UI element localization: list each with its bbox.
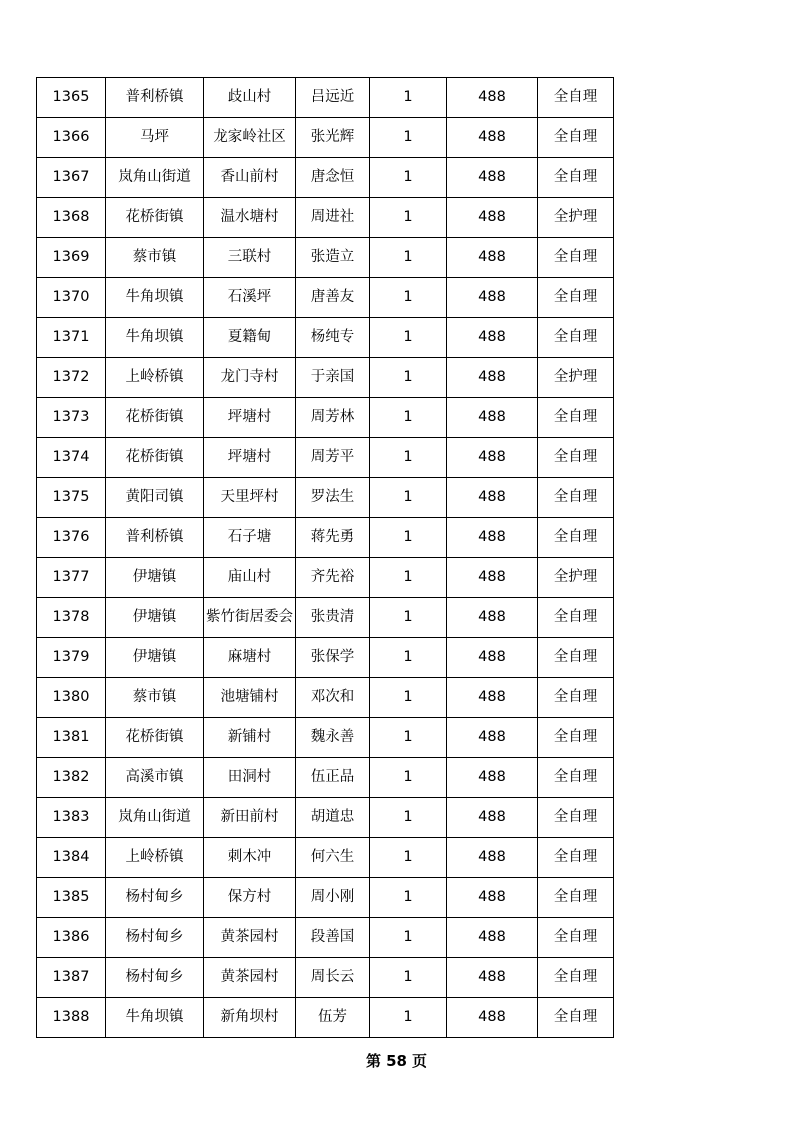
cell-name: 周芳林 [296, 398, 370, 438]
table-row [37, 398, 614, 438]
cell-village: 石子塘 [204, 518, 296, 558]
cell-village: 夏籍甸 [204, 318, 296, 358]
cell-village: 田洞村 [204, 758, 296, 798]
cell-amount: 488 [447, 878, 538, 918]
cell-amount: 488 [447, 798, 538, 838]
cell-town: 牛角坝镇 [106, 278, 204, 318]
cell-index: 1385 [37, 878, 106, 918]
cell-town: 马坪 [106, 118, 204, 158]
cell-village: 黄茶园村 [204, 918, 296, 958]
table-row [37, 598, 614, 638]
cell-name: 周长云 [296, 958, 370, 998]
table-row [37, 958, 614, 998]
cell-village: 香山前村 [204, 158, 296, 198]
cell-town: 牛角坝镇 [106, 318, 204, 358]
cell-amount: 488 [447, 998, 538, 1038]
table-row [37, 278, 614, 318]
cell-name: 伍正品 [296, 758, 370, 798]
cell-town: 蔡市镇 [106, 678, 204, 718]
cell-town: 岚角山街道 [106, 798, 204, 838]
cell-amount: 488 [447, 158, 538, 198]
page-footer [0, 1050, 793, 1071]
cell-town: 杨村甸乡 [106, 878, 204, 918]
cell-amount: 488 [447, 958, 538, 998]
cell-name: 唐念恒 [296, 158, 370, 198]
cell-village: 新角坝村 [204, 998, 296, 1038]
table-row [37, 238, 614, 278]
cell-count: 1 [370, 278, 447, 318]
cell-town: 蔡市镇 [106, 238, 204, 278]
cell-care-type: 全自理 [538, 398, 614, 438]
cell-care-type: 全自理 [538, 678, 614, 718]
cell-amount: 488 [447, 198, 538, 238]
cell-index: 1380 [37, 678, 106, 718]
cell-index: 1366 [37, 118, 106, 158]
cell-index: 1367 [37, 158, 106, 198]
cell-village: 龙家岭社区 [204, 118, 296, 158]
cell-village: 坪塘村 [204, 398, 296, 438]
cell-village: 坪塘村 [204, 438, 296, 478]
cell-town: 上岭桥镇 [106, 358, 204, 398]
cell-name: 周进社 [296, 198, 370, 238]
cell-name: 段善国 [296, 918, 370, 958]
table-row [37, 718, 614, 758]
cell-care-type: 全自理 [538, 638, 614, 678]
table-row [37, 678, 614, 718]
cell-index: 1386 [37, 918, 106, 958]
cell-amount: 488 [447, 638, 538, 678]
table-body [37, 78, 614, 1038]
cell-count: 1 [370, 478, 447, 518]
page-label-suffix: 页 [411, 1052, 427, 1070]
cell-village: 池塘铺村 [204, 678, 296, 718]
cell-count: 1 [370, 158, 447, 198]
cell-amount: 488 [447, 78, 538, 118]
cell-village: 三联村 [204, 238, 296, 278]
beneficiary-table-container [36, 77, 613, 1038]
table-row [37, 878, 614, 918]
cell-village: 新田前村 [204, 798, 296, 838]
beneficiary-table [36, 77, 614, 1038]
cell-village: 黄茶园村 [204, 958, 296, 998]
cell-care-type: 全自理 [538, 78, 614, 118]
cell-town: 花桥街镇 [106, 198, 204, 238]
cell-count: 1 [370, 718, 447, 758]
cell-index: 1373 [37, 398, 106, 438]
cell-amount: 488 [447, 678, 538, 718]
cell-village: 歧山村 [204, 78, 296, 118]
cell-village: 刺木冲 [204, 838, 296, 878]
cell-index: 1383 [37, 798, 106, 838]
cell-care-type: 全自理 [538, 518, 614, 558]
cell-amount: 488 [447, 398, 538, 438]
cell-amount: 488 [447, 278, 538, 318]
cell-name: 伍芳 [296, 998, 370, 1038]
cell-care-type: 全自理 [538, 918, 614, 958]
cell-count: 1 [370, 318, 447, 358]
cell-index: 1388 [37, 998, 106, 1038]
cell-index: 1377 [37, 558, 106, 598]
cell-town: 伊塘镇 [106, 558, 204, 598]
cell-count: 1 [370, 758, 447, 798]
cell-town: 牛角坝镇 [106, 998, 204, 1038]
cell-count: 1 [370, 78, 447, 118]
cell-index: 1368 [37, 198, 106, 238]
cell-name: 胡道忠 [296, 798, 370, 838]
cell-name: 邓次和 [296, 678, 370, 718]
cell-index: 1379 [37, 638, 106, 678]
cell-name: 杨纯专 [296, 318, 370, 358]
cell-count: 1 [370, 998, 447, 1038]
cell-amount: 488 [447, 478, 538, 518]
cell-count: 1 [370, 918, 447, 958]
cell-count: 1 [370, 958, 447, 998]
cell-care-type: 全护理 [538, 198, 614, 238]
cell-index: 1381 [37, 718, 106, 758]
cell-count: 1 [370, 238, 447, 278]
cell-count: 1 [370, 558, 447, 598]
cell-care-type: 全自理 [538, 478, 614, 518]
table-row [37, 158, 614, 198]
cell-amount: 488 [447, 318, 538, 358]
cell-town: 花桥街镇 [106, 398, 204, 438]
cell-name: 蒋先勇 [296, 518, 370, 558]
cell-care-type: 全自理 [538, 998, 614, 1038]
cell-town: 普利桥镇 [106, 78, 204, 118]
table-row [37, 918, 614, 958]
cell-town: 花桥街镇 [106, 438, 204, 478]
table-row [37, 638, 614, 678]
table-row [37, 438, 614, 478]
cell-name: 周芳平 [296, 438, 370, 478]
cell-town: 花桥街镇 [106, 718, 204, 758]
cell-index: 1370 [37, 278, 106, 318]
page-label-prefix: 第 [366, 1052, 382, 1070]
cell-village: 庙山村 [204, 558, 296, 598]
cell-index: 1371 [37, 318, 106, 358]
cell-care-type: 全自理 [538, 158, 614, 198]
table-row [37, 838, 614, 878]
cell-index: 1376 [37, 518, 106, 558]
cell-count: 1 [370, 598, 447, 638]
cell-town: 杨村甸乡 [106, 918, 204, 958]
cell-village: 温水塘村 [204, 198, 296, 238]
cell-village: 石溪坪 [204, 278, 296, 318]
cell-count: 1 [370, 838, 447, 878]
cell-index: 1372 [37, 358, 106, 398]
cell-amount: 488 [447, 558, 538, 598]
cell-amount: 488 [447, 718, 538, 758]
cell-amount: 488 [447, 918, 538, 958]
cell-care-type: 全自理 [538, 958, 614, 998]
table-row [37, 78, 614, 118]
cell-care-type: 全自理 [538, 118, 614, 158]
cell-village: 龙门寺村 [204, 358, 296, 398]
cell-index: 1382 [37, 758, 106, 798]
cell-town: 上岭桥镇 [106, 838, 204, 878]
cell-count: 1 [370, 678, 447, 718]
table-row [37, 798, 614, 838]
cell-name: 何六生 [296, 838, 370, 878]
cell-count: 1 [370, 518, 447, 558]
cell-town: 伊塘镇 [106, 638, 204, 678]
cell-care-type: 全自理 [538, 238, 614, 278]
cell-care-type: 全自理 [538, 838, 614, 878]
cell-index: 1375 [37, 478, 106, 518]
cell-name: 魏永善 [296, 718, 370, 758]
cell-village: 天里坪村 [204, 478, 296, 518]
cell-name: 吕远近 [296, 78, 370, 118]
cell-index: 1365 [37, 78, 106, 118]
table-row [37, 118, 614, 158]
cell-care-type: 全护理 [538, 558, 614, 598]
table-row [37, 758, 614, 798]
cell-index: 1378 [37, 598, 106, 638]
cell-index: 1369 [37, 238, 106, 278]
cell-town: 岚角山街道 [106, 158, 204, 198]
cell-care-type: 全自理 [538, 278, 614, 318]
cell-index: 1387 [37, 958, 106, 998]
cell-count: 1 [370, 878, 447, 918]
cell-count: 1 [370, 118, 447, 158]
cell-care-type: 全自理 [538, 758, 614, 798]
cell-town: 杨村甸乡 [106, 958, 204, 998]
cell-care-type: 全自理 [538, 878, 614, 918]
cell-amount: 488 [447, 358, 538, 398]
cell-village: 新铺村 [204, 718, 296, 758]
cell-name: 张造立 [296, 238, 370, 278]
cell-care-type: 全护理 [538, 358, 614, 398]
cell-town: 高溪市镇 [106, 758, 204, 798]
cell-village: 紫竹街居委会 [204, 598, 296, 638]
cell-amount: 488 [447, 838, 538, 878]
cell-name: 唐善友 [296, 278, 370, 318]
cell-count: 1 [370, 358, 447, 398]
table-row [37, 518, 614, 558]
cell-name: 张保学 [296, 638, 370, 678]
cell-amount: 488 [447, 518, 538, 558]
cell-name: 罗法生 [296, 478, 370, 518]
page-number: 58 [386, 1052, 407, 1070]
cell-care-type: 全自理 [538, 598, 614, 638]
cell-amount: 488 [447, 758, 538, 798]
cell-care-type: 全自理 [538, 438, 614, 478]
cell-village: 保方村 [204, 878, 296, 918]
cell-index: 1374 [37, 438, 106, 478]
cell-count: 1 [370, 438, 447, 478]
cell-town: 普利桥镇 [106, 518, 204, 558]
cell-count: 1 [370, 398, 447, 438]
table-row [37, 558, 614, 598]
table-row [37, 358, 614, 398]
cell-name: 齐先裕 [296, 558, 370, 598]
cell-count: 1 [370, 198, 447, 238]
cell-town: 黄阳司镇 [106, 478, 204, 518]
table-row [37, 478, 614, 518]
cell-care-type: 全自理 [538, 718, 614, 758]
table-row [37, 998, 614, 1038]
cell-care-type: 全自理 [538, 318, 614, 358]
cell-name: 张贵清 [296, 598, 370, 638]
cell-amount: 488 [447, 438, 538, 478]
cell-care-type: 全自理 [538, 798, 614, 838]
table-row [37, 318, 614, 358]
cell-count: 1 [370, 798, 447, 838]
table-row [37, 198, 614, 238]
cell-count: 1 [370, 638, 447, 678]
cell-amount: 488 [447, 598, 538, 638]
cell-index: 1384 [37, 838, 106, 878]
cell-amount: 488 [447, 238, 538, 278]
cell-name: 于亲国 [296, 358, 370, 398]
cell-name: 周小刚 [296, 878, 370, 918]
cell-village: 麻塘村 [204, 638, 296, 678]
cell-town: 伊塘镇 [106, 598, 204, 638]
cell-name: 张光辉 [296, 118, 370, 158]
cell-amount: 488 [447, 118, 538, 158]
